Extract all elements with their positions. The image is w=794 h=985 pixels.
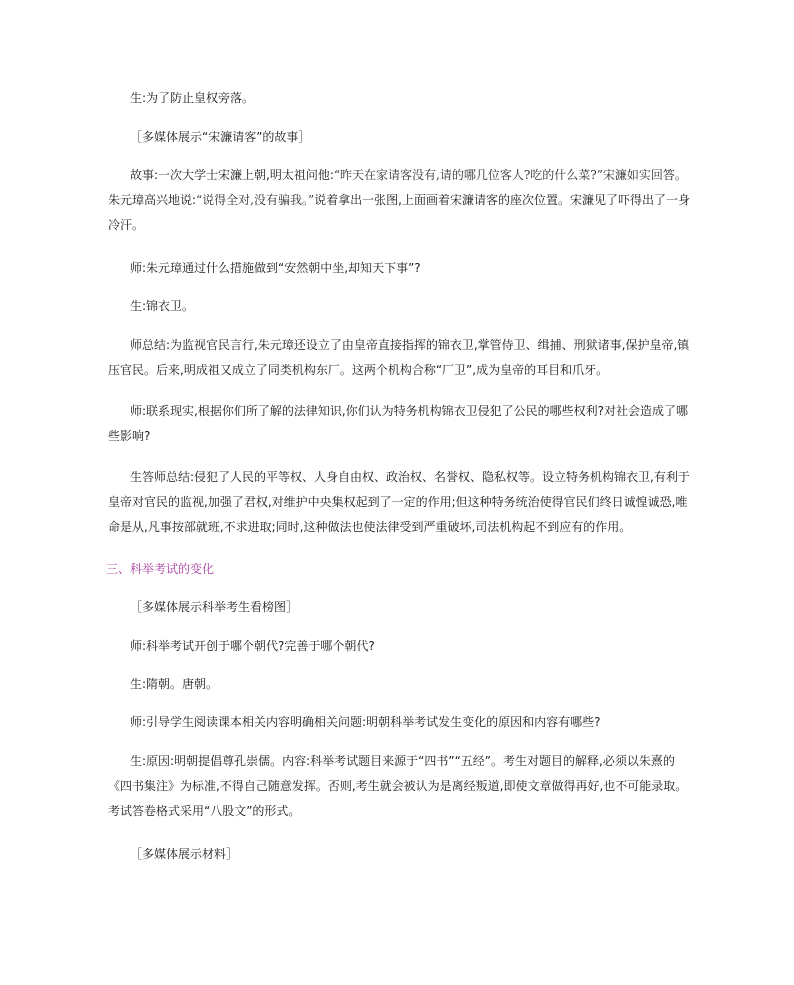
paragraph-teacher-question-3: 师:科举考试开创于哪个朝代?完善于哪个朝代?: [130, 639, 375, 653]
paragraph-teacher-question-2: 师:联系现实,根据你们所了解的法律知识,你们认为特务机构锦衣卫侵犯了公民的哪些权利?对社会造成了哪些影响?: [108, 404, 689, 443]
paragraph-teacher-question-1: 师:朱元璋通过什么措施做到“安然朝中坐,却知天下事”?: [130, 261, 421, 275]
paragraph-multimedia-note-1: ［多媒体展示“宋濂请客”的故事］: [130, 130, 311, 144]
paragraph-teacher-summary-2: 生答师总结:侵犯了人民的平等权、人身自由权、政治权、名誉权、隐私权等。设立特务机构锦衣卫,有利于皇帝对官民的监视,加强了君权,对维护中央集权起到了一定的作用;但这种特务统治使得官民们终日诚惶诚恐,唯命是从,凡事按部就班,不求进取;同时,这种做法也使法律受到严重破坏,司法机构起不到应有的作用。: [108, 470, 690, 534]
paragraph-multimedia-note-3: ［多媒体展示材料］: [130, 847, 239, 861]
paragraph-student-answer-2: 生:锦衣卫。: [130, 299, 195, 313]
paragraph-multimedia-note-2: ［多媒体展示科举考生看榜图］: [130, 600, 299, 614]
paragraph-teacher-question-4: 师:引导学生阅读课本相关内容明确相关问题:明朝科举考试发生变化的原因和内容有哪些?: [130, 715, 601, 729]
paragraph-story: [108, 163, 694, 238]
section-heading: 三、科举考试的变化: [106, 562, 215, 576]
paragraph-teacher-summary-1: 师总结:为监视官民言行,朱元璋还设立了由皇帝直接指挥的锦衣卫,掌管侍卫、缉捕、刑狱诸事,保护皇帝,镇压官民。后来,明成祖又成立了同类机构东厂。这两个机构合称“厂卫”,成为皇帝的耳目和爪牙。: [108, 338, 690, 377]
story-text-2: 答。朱元璋高兴地说:: [108, 168, 687, 207]
story-text-3: 说着拿出一张图,上面画着宋濂请客的座次位置。宋濂见了吓得出了一身冷汗。: [108, 193, 690, 232]
story-quote-1: “昨天在家请客没有,请的哪几位客人?吃的什么菜?”宋濂如实回: [333, 168, 663, 182]
paragraph-student-answer-3: 生:隋朝。唐朝。: [130, 677, 219, 691]
story-text-1: 故事:一次大学士宋濂上朝,明太祖问他:: [130, 168, 334, 182]
paragraph-student-answer-1: 生:为了防止皇权旁落。: [130, 91, 255, 105]
story-quote-2: “说得全对,没有骗我。”: [196, 193, 315, 207]
paragraph-student-answer-4: 生:原因:明朝提倡尊孔崇儒。内容:科举考试题目来源于“四书”“五经”。考生对题目的解释,必须以朱熹的《四书集注》为标准,不得自己随意发挥。否则,考生就会被认为是离经叛道,即使文章做得再好,也不可能录取。考试答卷格式采用“八股文”的形式。: [108, 754, 688, 818]
